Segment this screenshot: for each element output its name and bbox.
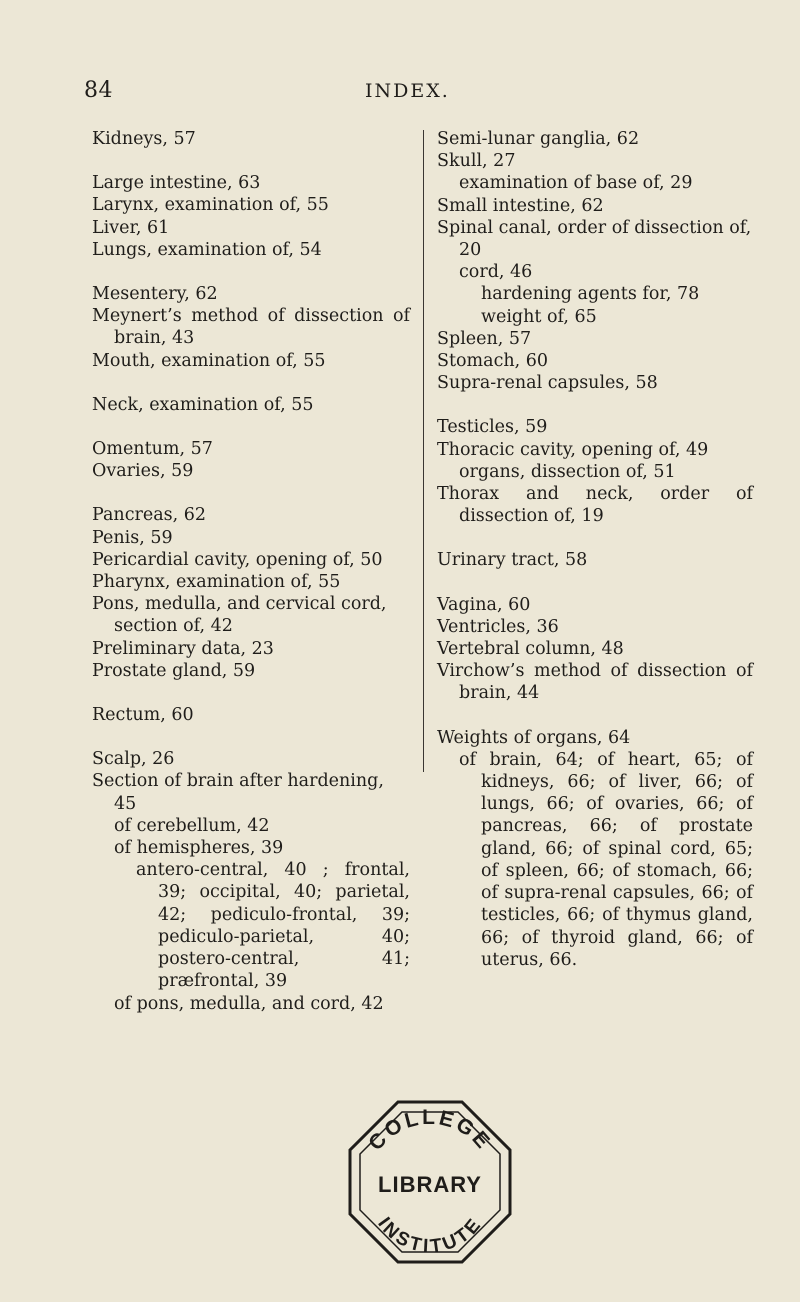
index-subentry: cord, 46 — [459, 262, 533, 283]
index-subentry: of hemispheres, 39 — [114, 838, 284, 859]
index-subentry: hardening agents for, 78 — [481, 284, 700, 305]
column-divider — [423, 130, 424, 772]
index-entry: Ventricles, 36 — [437, 616, 559, 637]
index-entry: Larynx, examination of, 55 — [92, 195, 329, 216]
index-entry: Pons, medulla, and cervical cord, section of, 42 — [92, 594, 387, 637]
index-subentry: of pons, medulla, and cord, 42 — [114, 993, 384, 1014]
index-subentry: of cerebellum, 42 — [114, 815, 270, 836]
index-entry: Spleen, 57 — [437, 328, 532, 349]
index-subentry: of brain, 64; of heart, 65; of kidneys, 66; of liver, 66; of lungs, 66; of ovaries, 66; of pancreas, 66; of prostate gland, 66; of spinal cord, 65; of spleen, 66; of stomach, 66; of supra-renal capsules, 66; of testicles, 66; of thymus gland, 66; of thyroid gland, 66; of uterus, 66. — [459, 749, 753, 970]
index-entry: Liver, 61 — [92, 217, 170, 238]
index-entry: Weights of organs, 64 — [437, 727, 631, 748]
index-group-s-right — [437, 128, 753, 394]
index-entry: Lungs, examination of, 54 — [92, 239, 322, 260]
index-column-left — [92, 128, 410, 1037]
index-entry: Pharynx, examination of, 55 — [92, 572, 341, 593]
index-entry: Thorax and neck, order of dissection of, 19 — [437, 484, 753, 527]
index-group-u — [437, 549, 753, 571]
index-subentry: weight of, 65 — [481, 306, 597, 327]
page-number: 84 — [84, 78, 113, 103]
index-entry: Penis, 59 — [92, 527, 173, 548]
index-column-right — [437, 128, 753, 993]
index-entry: Mouth, examination of, 55 — [92, 350, 326, 371]
index-group-s-left — [92, 748, 410, 1014]
stamp-top-text: COLLEGE — [364, 1106, 496, 1155]
index-entry: Neck, examination of, 55 — [92, 394, 314, 415]
index-group-m — [92, 283, 410, 372]
index-entry: Omentum, 57 — [92, 439, 213, 460]
index-group-r — [92, 704, 410, 726]
index-group-w — [437, 727, 753, 971]
stamp-middle-text: LIBRARY — [378, 1172, 482, 1197]
index-group-v — [437, 594, 753, 705]
index-entry: Pericardial cavity, opening of, 50 — [92, 549, 383, 570]
index-entry: Preliminary data, 23 — [92, 638, 274, 659]
index-subentry: antero-central, 40 ; frontal, 39; occipital, 40; parietal, 42; pediculo-frontal, 39; pediculo-parietal, 40; postero-central, 41; præfrontal, 39 — [136, 860, 410, 992]
index-group-k — [92, 128, 410, 150]
index-entry: Meynert’s method of dissection of brain, 43 — [92, 306, 410, 349]
index-entry: Mesentery, 62 — [92, 284, 218, 305]
index-group-p — [92, 504, 410, 682]
index-entry: Vagina, 60 — [437, 594, 531, 615]
stamp-bottom-text: INSTITUTE — [373, 1213, 487, 1258]
index-entry: Small intestine, 62 — [437, 195, 604, 216]
page-header — [0, 78, 800, 108]
index-entry: Stomach, 60 — [437, 351, 549, 372]
index-entry: Spinal canal, order of dissection of, 20 — [437, 217, 752, 261]
index-subentry: examination of base of, 29 — [459, 173, 693, 194]
index-entry: Supra-renal capsules, 58 — [437, 373, 658, 394]
index-entry: Rectum, 60 — [92, 705, 194, 726]
index-entry: Vertebral column, 48 — [437, 639, 624, 660]
index-entry: Virchow’s method of dissection of brain, 44 — [437, 661, 753, 704]
index-group-l — [92, 172, 410, 261]
index-entry: Kidneys, 57 — [92, 129, 196, 149]
index-entry: Semi-lunar ganglia, 62 — [437, 129, 640, 149]
library-stamp — [342, 1094, 518, 1270]
index-entry: Ovaries, 59 — [92, 461, 194, 482]
index-entry: Section of brain after hardening, 45 — [92, 771, 384, 814]
index-entry: Large intestine, 63 — [92, 173, 261, 194]
running-head: INDEX. — [365, 80, 450, 102]
index-entry: Urinary tract, 58 — [437, 550, 588, 571]
index-entry: Skull, 27 — [437, 151, 516, 172]
index-entry: Testicles, 59 — [437, 417, 548, 438]
index-group-t — [437, 416, 753, 527]
index-subentry: organs, dissection of, 51 — [459, 461, 676, 482]
index-entry: Thoracic cavity, opening of, 49 — [437, 439, 709, 460]
index-group-n — [92, 394, 410, 416]
index-entry: Scalp, 26 — [92, 749, 175, 770]
index-group-o — [92, 438, 410, 482]
index-entry: Pancreas, 62 — [92, 505, 207, 526]
index-entry: Prostate gland, 59 — [92, 660, 256, 681]
